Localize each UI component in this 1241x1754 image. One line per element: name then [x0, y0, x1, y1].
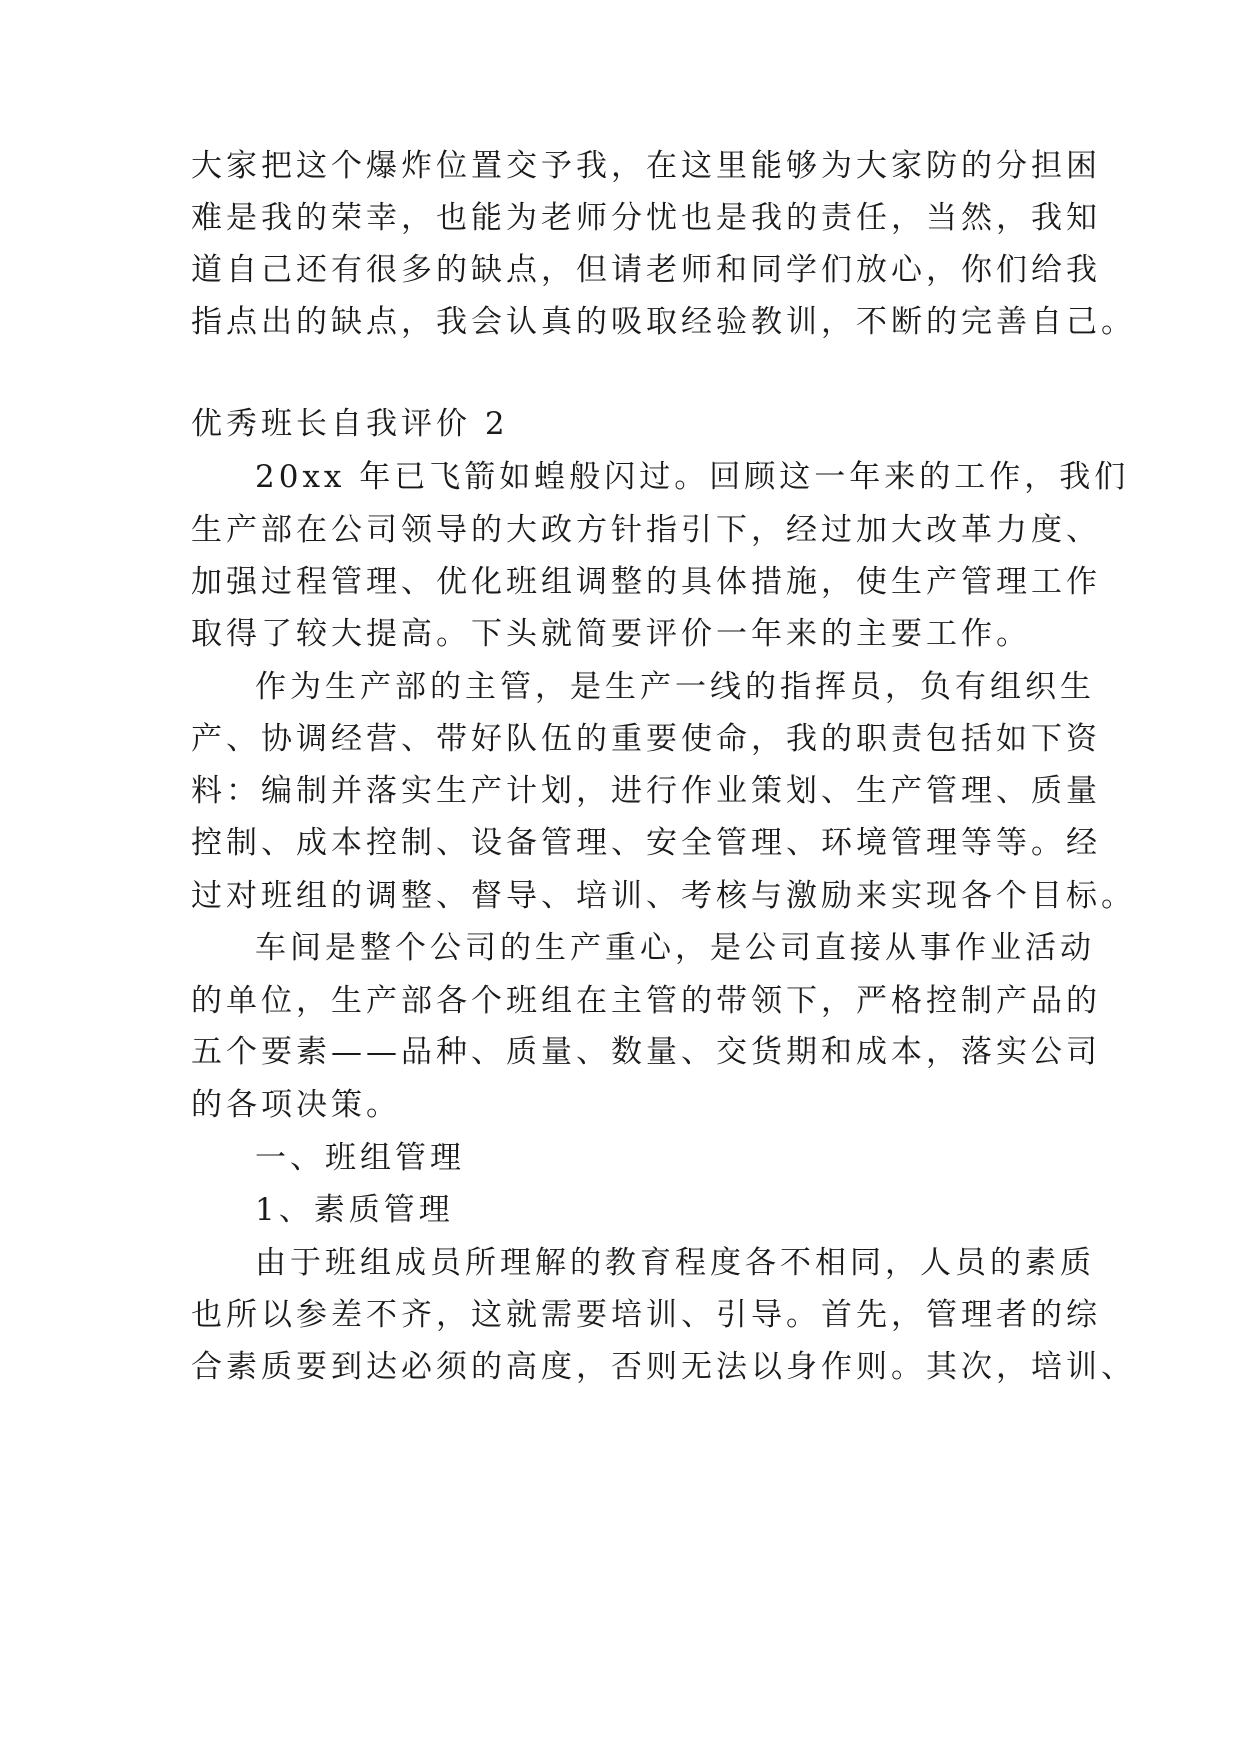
paragraph-line: 取得了较大提高。下头就简要评价一年来的主要工作。 — [191, 616, 1031, 652]
paragraph-line: 指点出的缺点，我会认真的吸取经验教训，不断的完善自己。 — [191, 304, 1136, 340]
heading-quality-management: 1、素质管理 — [255, 1192, 454, 1228]
paragraph-line: 料：编制并落实生产计划，进行作业策划、生产管理、质量 — [191, 773, 1101, 809]
paragraph-line: 产、协调经营、带好队伍的重要使命，我的职责包括如下资 — [191, 721, 1101, 757]
paragraph-line: 大家把这个爆炸位置交予我，在这里能够为大家防的分担困 — [191, 148, 1101, 184]
paragraph-line: 作为生产部的主管，是生产一线的指挥员，负有组织生 — [255, 669, 1095, 705]
paragraph-line: 的各项决策。 — [191, 1087, 401, 1123]
heading-class-management: 一、班组管理 — [255, 1140, 465, 1176]
paragraph-line: 五个要素——品种、质量、数量、交货期和成本，落实公司 — [191, 1034, 1101, 1070]
paragraph-line: 道自己还有很多的缺点，但请老师和同学们放心，你们给我 — [191, 252, 1101, 288]
paragraph-line: 的单位，生产部各个班组在主管的带领下，严格控制产品的 — [191, 983, 1101, 1019]
paragraph-line: 车间是整个公司的生产重心，是公司直接从事作业活动 — [255, 930, 1095, 966]
paragraph-line: 难是我的荣幸，也能为老师分忧也是我的责任，当然，我知 — [191, 200, 1101, 236]
paragraph-line: 也所以参差不齐，这就需要培训、引导。首先，管理者的综 — [191, 1297, 1101, 1333]
paragraph-line: 过对班组的调整、督导、培训、考核与激励来实现各个目标。 — [191, 878, 1136, 914]
paragraph-line: 由于班组成员所理解的教育程度各不相同，人员的素质 — [255, 1245, 1095, 1281]
paragraph-line: 20xx 年已飞箭如蝗般闪过。回顾这一年来的工作，我们 — [255, 459, 1130, 495]
section-title: 优秀班长自我评价 2 — [191, 406, 509, 442]
paragraph-line: 合素质要到达必须的高度，否则无法以身作则。其次，培训、 — [191, 1349, 1136, 1385]
paragraph-line: 加强过程管理、优化班组调整的具体措施，使生产管理工作 — [191, 564, 1101, 600]
paragraph-line: 控制、成本控制、设备管理、安全管理、环境管理等等。经 — [191, 825, 1101, 861]
paragraph-line: 生产部在公司领导的大政方针指引下，经过加大改革力度、 — [191, 512, 1101, 548]
